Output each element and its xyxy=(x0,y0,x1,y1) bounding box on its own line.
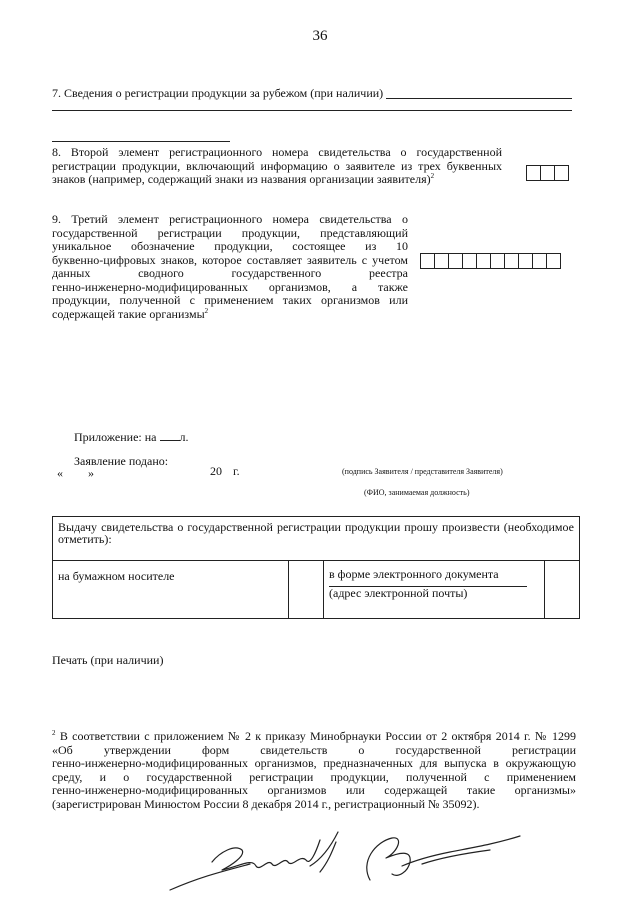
footnote-line-6: (зарегистрирован Минюстом России 8 декабря 2014 г., регистрационный № 35092). xyxy=(52,796,480,811)
appendix-sheets-field[interactable] xyxy=(160,440,180,441)
delivery-paper-cell xyxy=(53,561,289,619)
code-cell[interactable] xyxy=(449,254,463,268)
item-8-footnote-ref: 2 xyxy=(430,172,435,180)
item-8-line-3: знаков (например, содержащий знаки из названия организации заявителя) xyxy=(52,172,431,186)
footnote-line-5: генно-инженерно-модифицированных организмов или содержащей такие организмы» xyxy=(52,783,576,797)
item-8-code-cells[interactable] xyxy=(526,165,569,181)
delivery-electronic-label: в форме электронного документа xyxy=(329,567,499,581)
item-9-footnote-ref: 2 xyxy=(204,306,209,315)
separator-line xyxy=(52,141,230,142)
footnote-line-4: среду, и о государственной регистрации продукции, полученной с применением xyxy=(52,769,576,784)
code-cell[interactable] xyxy=(463,254,477,268)
code-cell[interactable] xyxy=(555,166,568,180)
signature-scribbles xyxy=(160,822,540,897)
signature-caption: (подпись Заявителя / представителя Заявителя) xyxy=(342,467,503,476)
item-9-line-3: уникальное обозначение продукции, состоящее из 10 xyxy=(52,239,408,253)
item-9-line-5: данных сводного государственного реестра xyxy=(52,266,408,280)
date-year-suffix: г. xyxy=(233,464,240,478)
code-cell[interactable] xyxy=(541,166,555,180)
code-cell[interactable] xyxy=(421,254,435,268)
submitted-label: Заявление подано: xyxy=(74,454,169,468)
item-8-line-1: 8. Второй элемент регистрационного номера свидетельства о государственной xyxy=(52,145,502,159)
appendix-suffix: л. xyxy=(179,430,189,444)
code-cell[interactable] xyxy=(519,254,533,268)
footnote-line-2: «Об утверждении форм свидетельств о государственной регистрации xyxy=(52,742,576,757)
item-9-code-cells[interactable] xyxy=(420,253,561,269)
code-cell[interactable] xyxy=(547,254,560,268)
item-7-fill-line[interactable] xyxy=(386,98,572,99)
delivery-paper-checkbox[interactable] xyxy=(289,561,324,619)
signature-2 xyxy=(367,836,520,880)
code-cell[interactable] xyxy=(491,254,505,268)
code-cell[interactable] xyxy=(435,254,449,268)
delivery-paper-label: на бумажном носителе xyxy=(58,569,175,583)
delivery-table xyxy=(52,516,580,619)
date-close-quote: » xyxy=(88,466,94,480)
item-7-text: 7. Сведения о регистрации продукции за рубежом (при наличии) xyxy=(52,86,384,100)
footnote-mark: 2 xyxy=(52,729,56,737)
delivery-header-cell xyxy=(53,517,580,561)
code-cell[interactable] xyxy=(505,254,519,268)
stamp-label: Печать (при наличии) xyxy=(52,653,164,667)
item-9-line-7: продукции, полученной с применением таких организмов или xyxy=(52,293,408,307)
item-9-line-6: генно-инженерно-модифицированных организмов, а также xyxy=(52,279,408,294)
code-cell[interactable] xyxy=(533,254,547,268)
delivery-electronic-checkbox[interactable] xyxy=(545,561,580,619)
footnote-line-3: генно-инженерно-модифицированных организмов, предназначенных для выпуска в окружающую xyxy=(52,756,576,770)
code-cell[interactable] xyxy=(477,254,491,268)
footnote-line-1: В соответствии с приложением № 2 к приказу Минобрнауки России от 2 октября 2014 г. № 1299 xyxy=(59,729,576,743)
item-9-line-1: 9. Третий элемент регистрационного номера свидетельства о xyxy=(52,212,408,226)
item-9 xyxy=(52,213,408,321)
item-8-line-2: регистрации продукции, включающий информацию о заявителе из трех буквенных xyxy=(52,158,502,173)
page-number: 36 xyxy=(312,28,328,44)
item-7-fill-line-2[interactable] xyxy=(52,110,572,111)
date-year xyxy=(210,465,240,479)
footnote xyxy=(52,730,576,811)
signature-1 xyxy=(170,832,338,890)
appendix xyxy=(74,431,189,445)
item-9-line-2: государственной регистрации продукции, представляющий xyxy=(52,225,408,240)
delivery-electronic-cell xyxy=(324,561,545,619)
delivery-header: Выдачу свидетельства о государственной регистрации продукции прошу произвести (необходимое отметить): xyxy=(58,520,574,546)
code-cell[interactable] xyxy=(527,166,541,180)
email-caption: (адрес электронной почты) xyxy=(329,586,468,600)
name-caption: (ФИО, занимаемая должность) xyxy=(364,488,470,497)
item-9-line-4: буквенно-цифровых знаков, которое составляет заявитель с учетом xyxy=(52,252,408,267)
date-year-prefix: 20 xyxy=(210,464,222,478)
item-9-line-8: содержащей такие организмы xyxy=(52,306,205,321)
item-8 xyxy=(52,146,502,187)
date-open-quote: « xyxy=(57,466,63,480)
appendix-label: Приложение: на xyxy=(74,430,157,444)
